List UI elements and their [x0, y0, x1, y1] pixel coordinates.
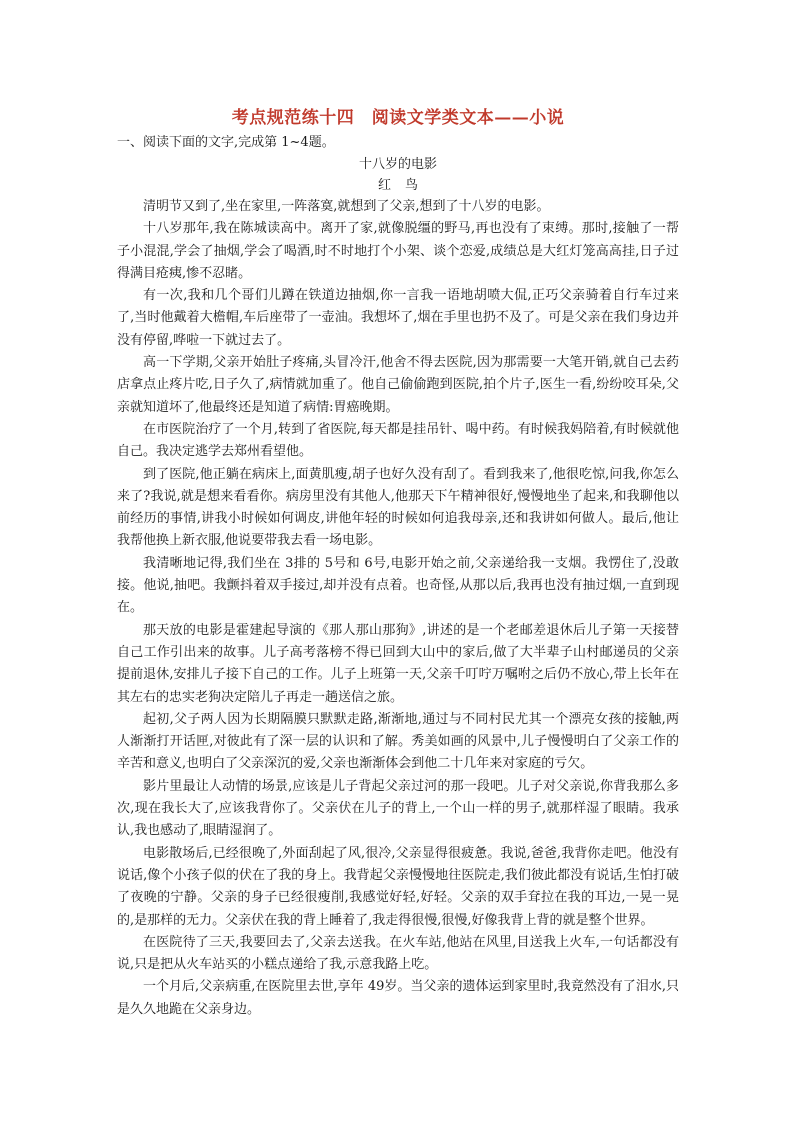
story-paragraph-1: 清明节又到了,坐在家里,一阵落寞,就想到了父亲,想到了十八岁的电影。: [143, 199, 550, 214]
story-author: 红鸟: [377, 178, 432, 193]
story-paragraph-10: 影片里最让人动情的场景,应该是儿子背起父亲过河的那一段吧。儿子对父亲说,你背我那么多次,现在我长大了,应该我背你了。父亲伏在儿子的背上,一个山一样的男子,就那样湿了眼睛。我承认,我也感动了,眼睛湿润了。: [117, 778, 679, 839]
story-title: 十八岁的电影: [358, 157, 437, 172]
story-paragraph-3: 有一次,我和几个哥们儿蹲在铁道边抽烟,你一言我一语地胡喷大侃,正巧父亲骑着自行车过来了,当时他戴着大檐帽,车后座带了一壶油。我想坏了,烟在手里也扔不及了。可是父亲在我们身边并没有停留,哗啦一下就过去了。: [117, 288, 679, 348]
story-paragraph-12: 在医院待了三天,我要回去了,父亲去送我。在火车站,他站在风里,目送我上火车,一句话都没有说,只是把从火车站买的小糕点递给了我,示意我路上吃。: [117, 934, 679, 973]
question-instruction: 一、阅读下面的文字,完成第 1~4题。: [117, 135, 335, 150]
story-paragraph-2: 十八岁那年,我在陈城读高中。离开了家,就像脱缰的野马,再也没有了束缚。那时,接触了一帮子小混混,学会了抽烟,学会了喝酒,时不时地打个小架、谈个恋爱,成绩总是大红灯笼高高挂,日子过得满目疮痍,惨不忍睹。: [117, 221, 679, 281]
story-paragraph-11: 电影散场后,已经很晚了,外面刮起了风,很冷,父亲显得很疲惫。我说,爸爸,我背你走吧。他没有说话,像个小孩子似的伏在了我的身上。我背起父亲慢慢地往医院走,我们彼此都没有说话,生怕打破了夜晚的宁静。父亲的身子已经很瘦削,我感觉好轻,好轻。父亲的双手耷拉在我的耳边,一晃一晃的,是那样的无力。父亲伏在我的背上睡着了,我走得很慢,很慢,好像我背上背的就是整个世界。: [117, 845, 679, 928]
story-paragraph-5: 在市医院治疗了一个月,转到了省医院,每天都是挂吊针、喝中药。有时候我妈陪着,有时候就他自己。我决定逃学去郑州看望他。: [117, 421, 679, 460]
page-title: 考点规范练十四 阅读文学类文本——小说: [231, 108, 565, 128]
story-paragraph-8: 那天放的电影是霍建起导演的《那人那山那狗》,讲述的是一个老邮差退休后儿子第一天接替自己工作引出来的故事。儿子高考落榜不得已回到大山中的家后,做了大半辈子山村邮递员的父亲提前退休,安排儿子接下自己的工作。儿子上班第一天,父亲千叮咛万嘱咐之后仍不放心,带上长年在其左右的忠实老狗决定陪儿子再走一趟送信之旅。: [117, 622, 679, 705]
story-paragraph-9: 起初,父子两人因为长期隔膜只默默走路,渐渐地,通过与不同村民尤其一个漂亮女孩的接触,两人渐渐打开话匣,对彼此有了深一层的认识和了解。秀美如画的风景中,儿子慢慢明白了父亲工作的辛苦和意义,也明白了父亲深沉的爱,父亲也渐渐体会到他二十几年来对家庭的亏欠。: [117, 711, 679, 772]
document-page: [117, 104, 679, 1021]
story-paragraph-13: 一个月后,父亲病重,在医院里去世,享年 49岁。当父亲的遗体运到家里时,我竟然没有了泪水,只是久久地跪在父亲身边。: [117, 979, 679, 1017]
story-paragraph-4: 高一下学期,父亲开始肚子疼痛,头冒冷汗,他舍不得去医院,因为那需要一大笔开销,就自己去药店拿点止疼片吃,日子久了,病情就加重了。他自己偷偷跑到医院,拍个片子,医生一看,纷纷咬耳朵,父亲就知道坏了,他最终还是知道了病情:胃癌晚期。: [117, 355, 679, 415]
story-paragraph-7: 我清晰地记得,我们坐在 3排的 5号和 6号,电影开始之前,父亲递给我一支烟。我愣住了,没敢接。他说,抽吧。我颤抖着双手接过,却并没有点着。也奇怪,从那以后,我再也没有抽过烟,一直到现在。: [117, 555, 679, 616]
story-body: [117, 196, 679, 1021]
story-paragraph-6: 到了医院,他正躺在病床上,面黄肌瘦,胡子也好久没有刮了。看到我来了,他很吃惊,问我,你怎么来了?我说,就是想来看看你。病房里没有其他人,他那天下午精神很好,慢慢地坐了起来,和我聊他以前经历的事情,讲我小时候如何调皮,讲他年轻的时候如何追我母亲,还和我讲如何做人。最后,他让我帮他换上新衣服,他说要带我去看一场电影。: [117, 466, 679, 549]
